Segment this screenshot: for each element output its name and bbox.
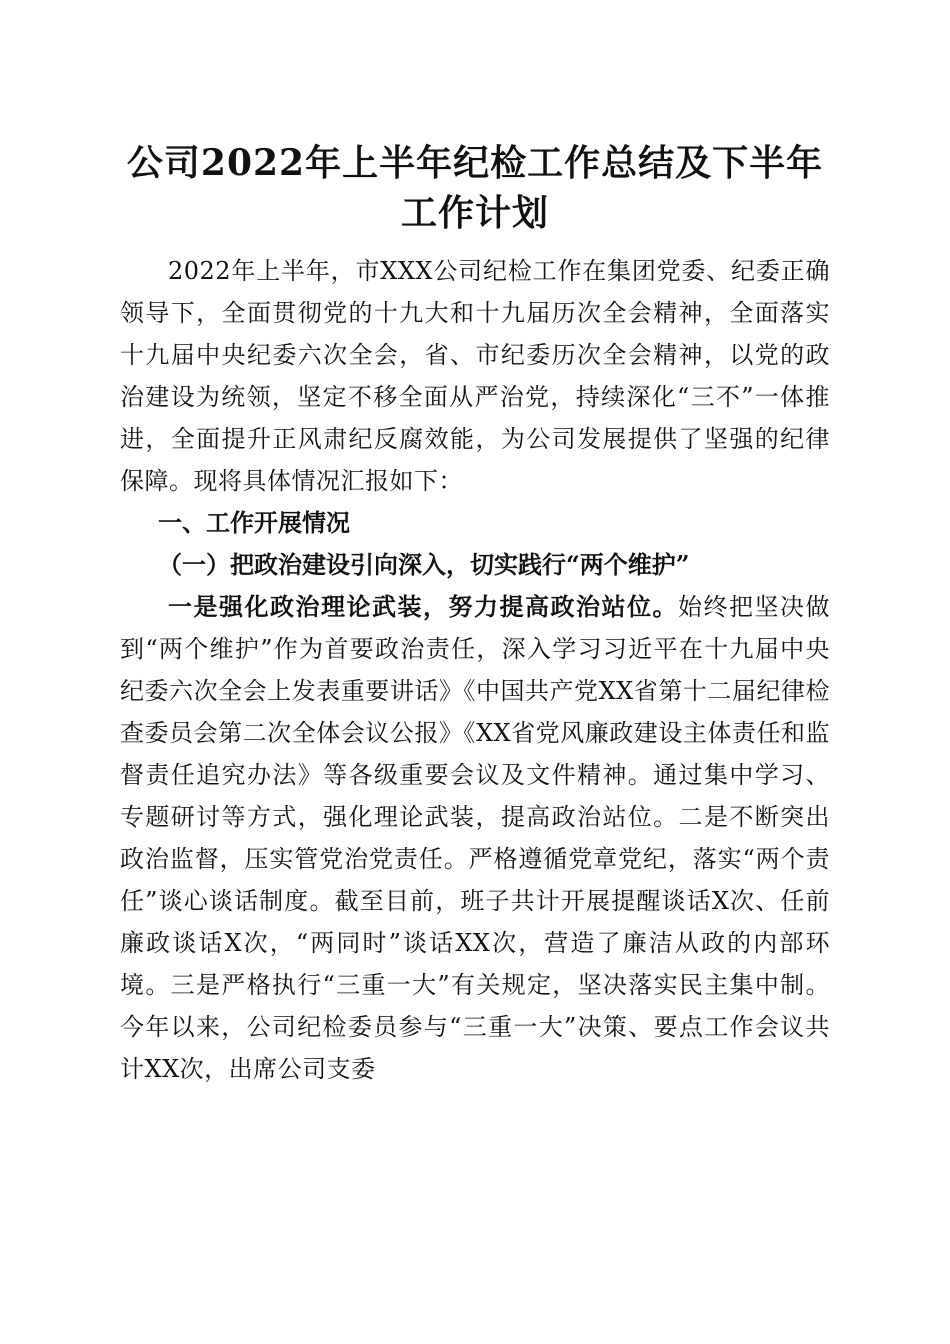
paragraph-lead: 一是强化政治理论武装，努力提高政治站位。	[168, 592, 678, 621]
body-paragraph	[120, 586, 830, 1090]
document-title: 公司2022年上半年纪检工作总结及下半年工作计划	[126, 142, 824, 234]
section-heading: 一、工作开展情况	[158, 509, 350, 537]
intro-paragraph: 2022年上半年，市XXX公司纪检工作在集团党委、纪委正确领导下，全面贯彻党的十九大和十九届历次全会精神，全面落实十九届中央纪委六次全会，省、市纪委历次全会精神，以党的政治建设为统领，坚定不移全面从严治党，持续深化“三不”一体推进，全面提升正风肃纪反腐效能，为公司发展提供了坚强的纪律保障。现将具体情况汇报如下：	[120, 257, 830, 495]
document-body	[120, 250, 830, 1090]
subsection-heading: （一）把政治建设引向深入，切实践行“两个维护”	[158, 550, 690, 579]
paragraph-text: 始终把坚决做到“两个维护”作为首要政治责任，深入学习习近平在十九届中央纪委六次全会上发表重要讲话》《中国共产党XX省第十二届纪律检查委员会第二次全体会议公报》《XX省党风廉政建设主体责任和监督责任追究办法》等各级重要会议及文件精神。通过集中学习、专题研讨等方式，强化理论武装，提高政治站位。二是不断突出政治监督，压实管党治党责任。严格遵循党章党纪，落实“两个责任”谈心谈话制度。截至目前，班子共计开展提醒谈话X次、任前廉政谈话X次，“两同时”谈话XX次，营造了廉洁从政的内部环境。三是严格执行“三重一大”有关规定，坚决落实民主集中制。今年以来，公司纪检委员参与“三重一大”决策、要点工作会议共计XX次，出席公司支委	[120, 593, 830, 1083]
